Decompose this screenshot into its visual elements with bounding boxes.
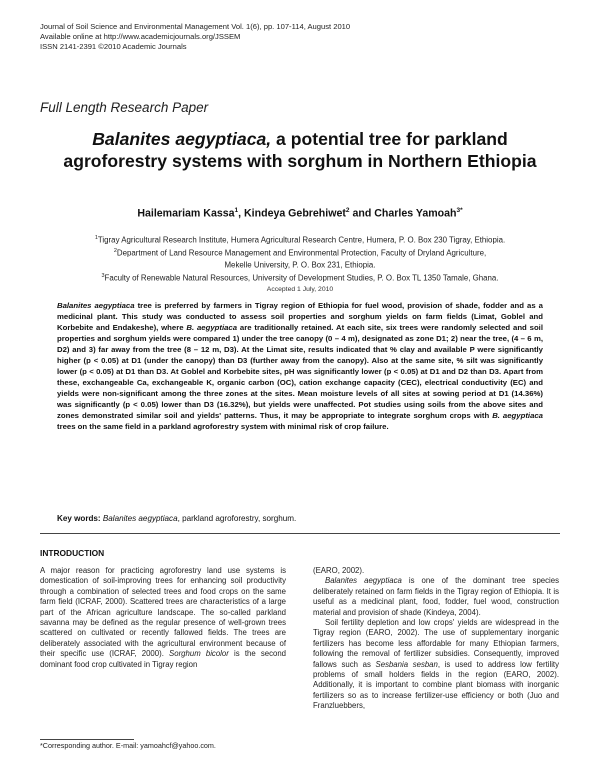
author-name: Charles Yamoah: [374, 207, 457, 220]
right-column: [313, 566, 559, 712]
journal-header: [40, 22, 350, 52]
affiliation-mark: 2: [113, 247, 117, 254]
affiliation-mark: 3: [101, 272, 105, 279]
journal-citation: Journal of Soil Science and Environmental Management Vol. 1(6), pp. 107-114, August 2010: [40, 22, 351, 31]
paragraph: Balanites aegyptiaca is one of the dominant tree species deliberately retained on farm fields in the Tigray region of Ethiopia. It is useful as a medicinal plant, food, fodder, fuel wood, construction material and provision of shade (Kindeya, 2004).: [313, 576, 559, 617]
species-name: Sorghum bicolor: [169, 649, 229, 659]
corresponding-author-footnote: *Corresponding author. E-mail: yamoahcf@yahoo.com.: [40, 741, 216, 750]
author-affil-mark: 3*: [456, 207, 463, 214]
abstract-species: B. aegyptiaca: [186, 323, 238, 332]
affiliation-line: Mekelle University, P. O. Box 231, Ethiopia.: [224, 260, 376, 270]
species-name: Sesbania sesban: [375, 659, 438, 669]
author-separator: ,: [238, 207, 245, 220]
title-species: Balanites aegyptiaca,: [92, 129, 272, 149]
author-name: Kindeya Gebrehiwet: [244, 207, 346, 220]
keywords: [57, 514, 296, 523]
author-affil-mark: 1: [234, 207, 239, 214]
paper-title: [40, 128, 560, 172]
footnote-rule: [40, 739, 134, 740]
paragraph: Soil fertility depletion and low crops' yields are widespread in the Tigray region (EARO, 2002). The use of supplementary inorganic fertilizers has become less affordable for many Ethiopian farmers, following the removal of fertilizer subsidies. Consequently, improved fallows such as Sesbania sesban, is used to address low fertility problems of small holders fields in the region (EARO, 2002). Additionally, it is important to combine plant biomass with inorganic fertilizers so as to increase fertilizer-use efficiency or both (Juo and Franzluebbers,: [313, 618, 559, 711]
affiliation-line: $^2$Department of Land Resource Management and Environmental Protection, Faculty of Dryland Agriculture,: [113, 247, 487, 258]
abstract-species: B. aegyptiaca: [492, 411, 543, 420]
journal-issn: ISSN 2141-2391 ©2010 Academic Journals: [40, 42, 187, 51]
author-name: Hailemariam Kassa: [137, 207, 235, 220]
species-name: Balanites aegyptiaca: [325, 576, 402, 586]
affiliation-mark: 1: [94, 235, 98, 241]
author-affil-mark: 2: [345, 207, 350, 214]
author-separator: and: [349, 207, 375, 220]
paper-type: Full Length Research Paper: [40, 100, 209, 115]
left-column: [40, 566, 286, 670]
title-rest: a potential tree for parkland agroforestry systems with sorghum in Northern Ethiopia: [63, 129, 537, 171]
paragraph-continuation: (EARO, 2002).: [313, 566, 365, 575]
paragraph: A major reason for practicing agroforestry land use systems is domestication of soil-improving trees for enhancing soil productivity through a combination of selected trees and food crops on the same farm field (ICRAF, 2000). Scattered trees are characteristics of a large part of the African agriculture landscape. The so-called parkland savanna may be defined as the regular presence of well-grown trees scattered on cultivated or recently fallowed fields. The trees are deliberately associated with the agricultural environment because of their specific use (ICRAF, 2000). Sorghum bicolor is the second dominant food crop cultivated in Tigray region: [40, 566, 286, 669]
keyword-species: Balanites aegyptiaca: [102, 514, 178, 523]
accepted-date: Accepted 1 July, 2010: [266, 286, 334, 293]
affiliation-line: $^3$Faculty of Renewable Natural Resources, University of Development Studies, P. O. Box TL 1350 Tamale, Ghana.: [101, 272, 499, 283]
keywords-label: Key words:: [57, 514, 101, 523]
abstract: Balanites aegyptiaca tree is preferred by farmers in Tigray region of Ethiopia for fuel wood, provision of shade, fodder and as a medicinal plant. This study was conducted to assess soil properties and sorghum yields on farm fields (Limat, Goblel and Korbebite and Endakeshe), where B. aegyptiaca are traditionally retained. At each site, six trees were randomly selected and soil properties and sorghum yields were compared 1) under the tree canopy (0 – 4 m), designated as zone D1; 2) near the tree, (4 – 6 m, D2) and 3) far away from the tree (8 – 12 m, D3). At the Limat site, results indicated that % clay and available P were significantly higher (p < 0.05) at D1 (under the canopy) than D3 (further away from the canopy). Also at the same site, % silt was significantly lower (p < 0.05) at D1 than D3. At Goblel and Korbebite sites, pH was significantly lower (p < 0.05) at D1 and D2 than D3. Apart from these, exchangeable Ca, exchangeable K, organic carbon (OC), cation exchange capacity (CEC), electrical conductivity (EC) and yields were non-significant among the three zones at the sites. Mean moisture levels of all sites at sowing period at D1 (14.36%) was significantly (p < 0.05) lower than D3 (16.32%), but yields were unaffected. Pot studies using soils from the above sites and zones demonstrated similar soil and yields' patterns. Thus, it may be appropriate to integrate sorghum crops with B. aegyptiaca trees on the same field in a parkland agroforestry system with minimal risk of crop failure.: [57, 301, 543, 431]
abstract-species: Balanites aegyptiaca: [57, 301, 135, 310]
section-divider: [40, 533, 560, 534]
keyword-list: , parkland agroforestry, sorghum.: [177, 514, 297, 523]
affiliations: [40, 233, 560, 284]
section-heading-introduction: INTRODUCTION: [40, 548, 105, 558]
journal-online-url[interactable]: Available online at http://www.academicjournals.org/JSSEM: [40, 32, 241, 41]
author-list: [40, 207, 560, 220]
affiliation-line: $^1$Tigray Agricultural Research Institute, Humera Agricultural Research Centre, Humera, P. O. Box 230 Tigray, Ethiopia.: [94, 235, 506, 245]
